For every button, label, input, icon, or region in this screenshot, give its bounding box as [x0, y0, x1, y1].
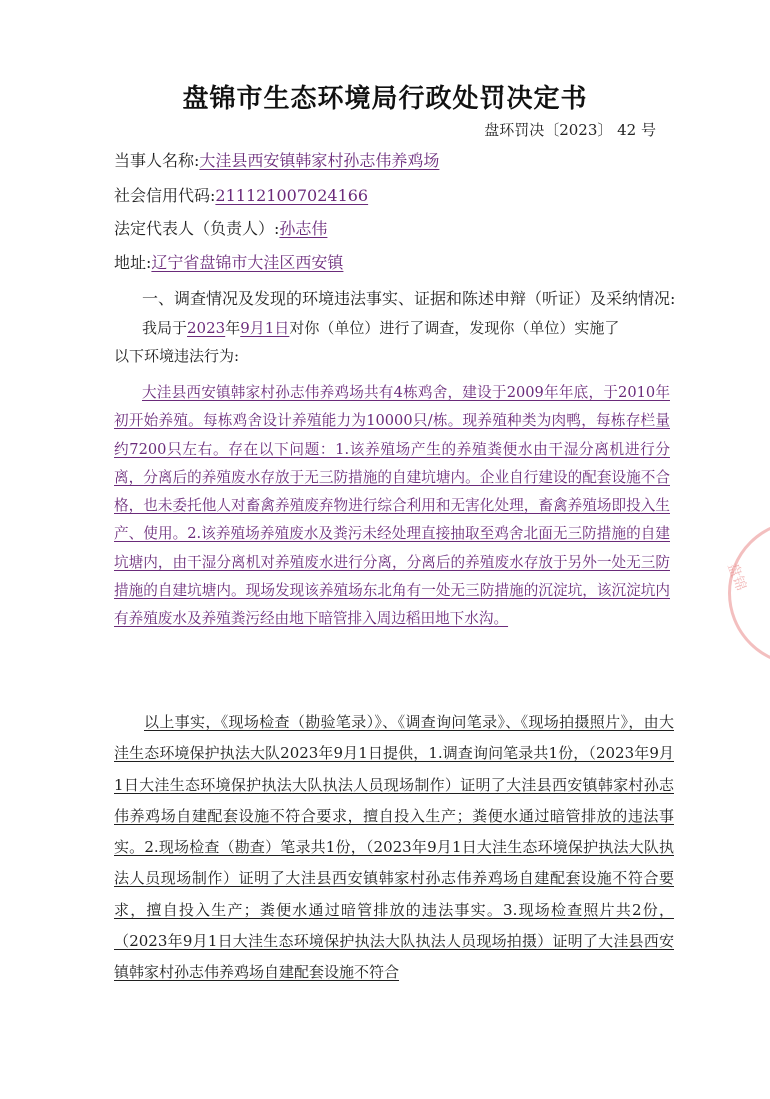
intro-text-c: 对你（单位）进行了调查，发现你（单位）实施了	[289, 319, 620, 337]
credit-code-label: 社会信用代码:	[114, 186, 216, 205]
party-name-label: 当事人名称:	[114, 151, 200, 170]
credit-code-row	[114, 183, 368, 206]
document-number: 盘环罚决〔2023〕 42 号	[484, 121, 656, 139]
party-name-value: 大洼县西安镇韩家村孙志伟养鸡场	[199, 151, 440, 170]
investigation-intro	[114, 314, 674, 370]
address-label: 地址:	[114, 253, 152, 272]
legal-rep-label: 法定代表人（负责人）:	[114, 219, 280, 238]
seal-text: 盘锦	[724, 561, 749, 593]
intro-text-d: 以下环境违法行为:	[114, 347, 240, 365]
party-name-row	[114, 148, 439, 171]
credit-code-value: 211121007024166	[215, 186, 369, 205]
intro-year: 2023	[187, 319, 226, 337]
legal-rep-value: 孙志伟	[279, 219, 328, 238]
intro-date: 9月1日	[240, 319, 290, 337]
document-title: 盘锦市生态环境局行政处罚决定书	[182, 84, 588, 114]
evidence-facts: 以上事实，《现场检查（勘验笔录）》、《调查询问笔录》、《现场拍摄照片》，由大洼生态环境保护执法大队2023年9月1日提供，1.调查询问笔录共1份，（2023年9月1日大洼生态环境保护执法大队执法人员现场制作）证明了大洼县西安镇韩家村孙志伟养鸡场自建配套设施不符合要求，擅自投入生产；粪便水通过暗管排放的违法事实。2.现场检查（勘查）笔录共1份，（2023年9月1日大洼生态环境保护执法大队执法人员现场制作）证明了大洼县西安镇韩家村孙志伟养鸡场自建配套设施不符合要求，擅自投入生产；粪便水通过暗管排放的违法事实。3.现场检查照片共2份，（2023年9月1日大洼生态环境保护执法大队执法人员现场拍摄）证明了大洼县西安镇韩家村孙志伟养鸡场自建配套设施不符合	[114, 713, 674, 982]
legal-rep-row	[114, 216, 327, 239]
intro-text-b: 年	[225, 319, 241, 337]
address-row	[114, 250, 343, 273]
violation-description: 大洼县西安镇韩家村孙志伟养鸡场共有4栋鸡舍，建设于2009年年底，于2010年初开始养殖。每栋鸡舍设计养殖能力为10000只/栋。现养殖种类为肉鸭，每栋存栏量约7200只左右。存在以下问题：1.该养殖场产生的养殖粪便水由干湿分离机进行分离，分离后的养殖废水存放于无三防措施的自建坑塘内。企业自行建设的配套设施不合格，也未委托他人对畜禽养殖废弃物进行综合利用和无害化处理，畜禽养殖场即投入生产、使用。2.该养殖场养殖废水及粪污未经处理直接抽取至鸡舍北面无三防措施的自建坑塘内，由干湿分离机对养殖废水进行分离，分离后的养殖废水存放于另外一处无三防措施的自建坑塘内。现场发现该养殖场东北角有一处无三防措施的沉淀坑，该沉淀坑内有养殖废水及养殖粪污经由地下暗管排入周边稻田地下水沟。	[114, 384, 670, 628]
section-heading: 一、调查情况及发现的环境违法事实、证据和陈述申辩（听证）及采纳情况:	[142, 289, 676, 308]
intro-text-a: 我局于	[142, 319, 188, 337]
official-seal	[728, 520, 770, 666]
address-value: 辽宁省盘锦市大洼区西安镇	[151, 253, 344, 272]
